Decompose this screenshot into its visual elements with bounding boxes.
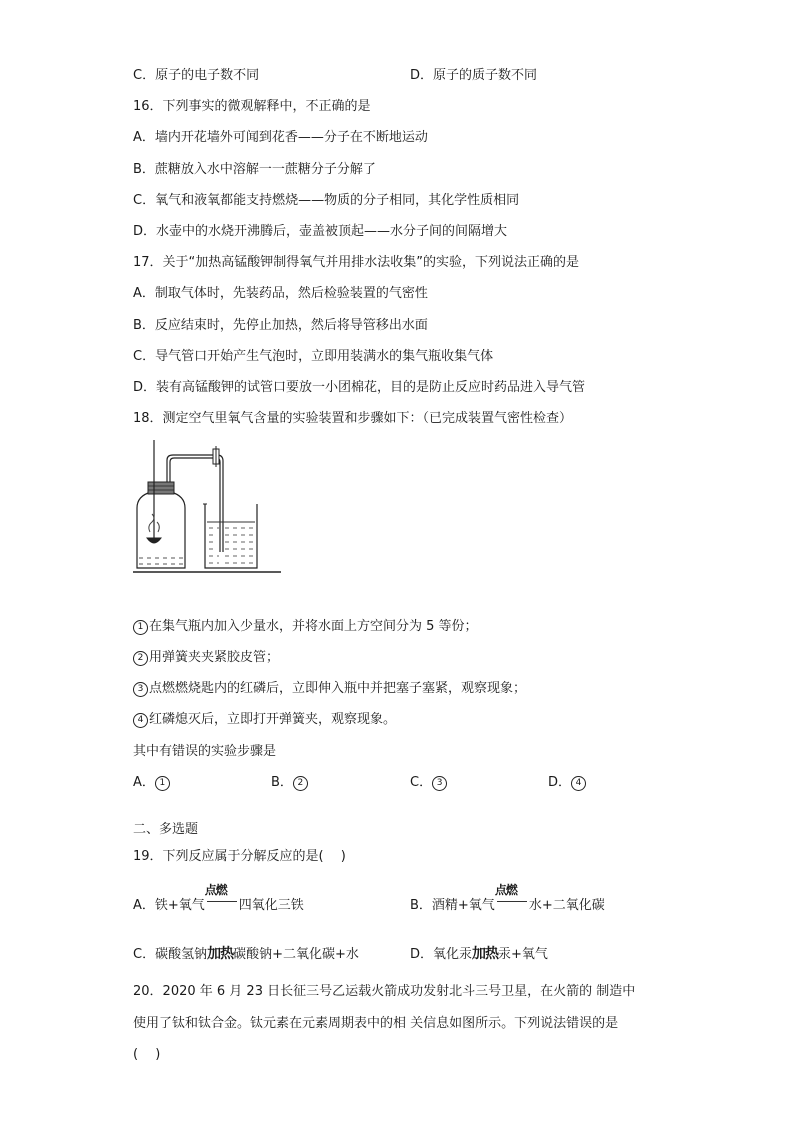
glass-tube-outer — [167, 455, 223, 552]
q16-option-a: A．墙内开花墙外可闻到花香——分子在不断地运动 — [133, 130, 428, 145]
section-title: 二、多选题 — [133, 822, 199, 837]
q20-line-3: ( ) — [133, 1047, 161, 1062]
circled-number: 4 — [571, 776, 586, 791]
reaction-condition-heat: 加热 — [472, 946, 499, 962]
q18-stem: 18．测定空气里氧气含量的实验装置和步骤如下：（已完成装置气密性检查） — [133, 411, 573, 426]
circled-number: 1 — [133, 620, 148, 635]
q15-option-d: D．原子的质子数不同 — [410, 68, 538, 83]
beaker — [205, 504, 257, 568]
q18-option-c: C． 3 — [410, 774, 448, 792]
q18-step-3: 3 点燃燃烧匙内的红磷后，立即伸入瓶中并把塞子塞紧，观察现象； — [133, 680, 526, 698]
q16-option-b: B．蔗糖放入水中溶解一一蔗糖分子分解了 — [133, 162, 376, 177]
q17-option-b: B．反应结束时，先停止加热，然后将导管移出水面 — [133, 318, 428, 333]
q19-stem: 19．下列反应属于分解反应的是( ) — [133, 849, 346, 864]
bottle-water — [139, 558, 183, 564]
rubber-stopper — [148, 482, 174, 494]
q17-option-d: D．装有高锰酸钾的试管口要放一小团棉花，目的是防止反应时药品进入导气管 — [133, 380, 586, 395]
q19-option-c: C．碳酸氢钠加热碳酸钠+二氧化碳+水 — [133, 946, 359, 962]
glass-tube-inner — [170, 458, 220, 552]
q17-option-a: A．制取气体时，先装药品，然后检验装置的气密性 — [133, 286, 428, 301]
oxygen-measurement-apparatus-diagram — [133, 440, 283, 576]
q19-option-b: B．酒精+氧气 点燃 水+二氧化碳 — [410, 883, 605, 913]
q16-option-d: D．水壶中的水烧开沸腾后，壶盖被顶起——水分子间的间隔增大 — [133, 224, 508, 239]
q18-step-1: 1 在集气瓶内加入少量水，并将水面上方空间分为 5 等份； — [133, 618, 478, 636]
gas-collection-bottle — [137, 492, 185, 568]
reaction-condition-heat: 加热 — [207, 946, 234, 962]
q18-option-d: D． 4 — [548, 774, 587, 792]
circled-number: 4 — [133, 713, 148, 728]
circled-number: 2 — [133, 651, 148, 666]
circled-number: 2 — [293, 776, 308, 791]
q17-stem: 17．关于“加热高锰酸钾制得氧气并用排水法收集”的实验，下列说法正确的是 — [133, 255, 580, 270]
q16-option-c: C．氧气和液氧都能支持燃烧——物质的分子相同，其化学性质相同 — [133, 193, 520, 208]
q18-step-4: 4 红磷熄灭后，立即打开弹簧夹，观察现象。 — [133, 711, 396, 729]
circled-number: 3 — [133, 682, 148, 697]
q19-option-d: D．氧化汞加热汞+氧气 — [410, 946, 548, 962]
q15-option-c: C．原子的电子数不同 — [133, 68, 260, 83]
q19-option-a: A．铁+氧气 点燃 四氧化三铁 — [133, 883, 304, 913]
combustion-spoon — [147, 538, 161, 543]
q16-stem: 16．下列事实的微观解释中，不正确的是 — [133, 99, 371, 114]
q17-option-c: C．导气管口开始产生气泡时，立即用装满水的集气瓶收集气体 — [133, 349, 494, 364]
reaction-condition-burn: 点燃 — [205, 893, 239, 911]
reaction-condition-burn: 点燃 — [495, 893, 529, 911]
smoke-lines — [149, 514, 154, 532]
q20-line-2: 使用了钛和钛合金。钛元素在元素周期表中的相 关信息如图所示。下列说法错误的是 — [133, 1016, 619, 1031]
q18-option-b: B． 2 — [271, 774, 309, 792]
circled-number: 3 — [432, 776, 447, 791]
q18-option-a: A． 1 — [133, 774, 171, 792]
beaker-water — [209, 528, 253, 563]
q20-line-1: 20．2020 年 6 月 23 日长征三号乙运载火箭成功发射北斗三号卫星，在火箭的 制造中 — [133, 984, 636, 999]
q18-step-2: 2 用弹簧夹夹紧胶皮管； — [133, 649, 279, 667]
circled-number: 1 — [155, 776, 170, 791]
q18-question: 其中有错误的实验步骤是 — [133, 744, 277, 759]
